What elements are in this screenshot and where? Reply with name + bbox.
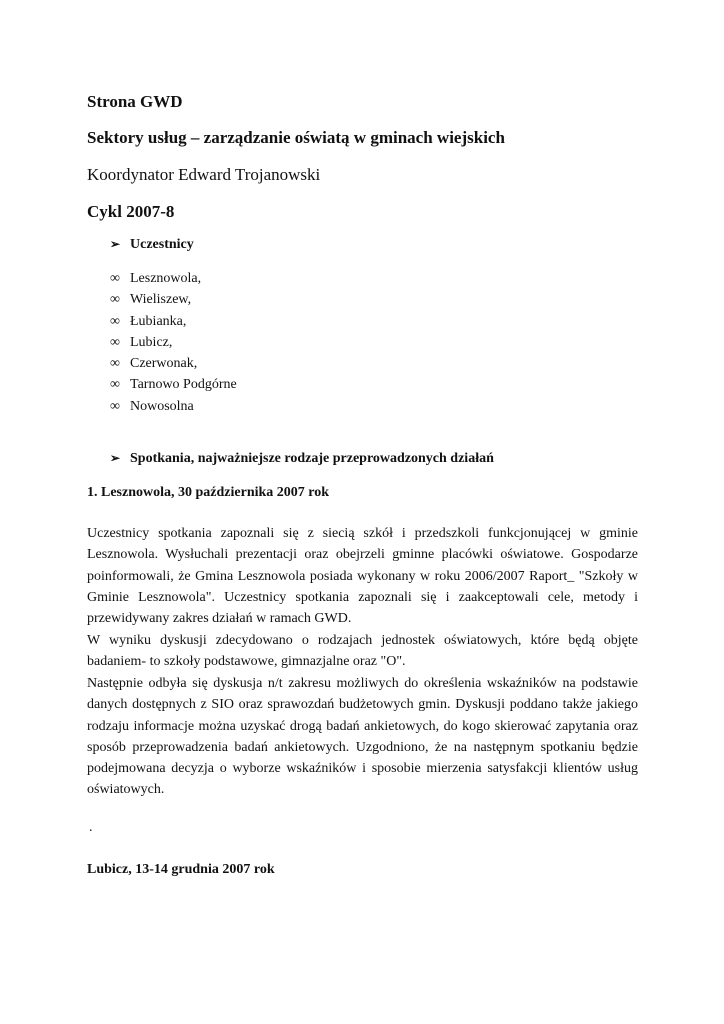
list-item-label: Nowosolna [130,398,194,414]
infinity-bullet-icon: ∞ [110,377,120,393]
list-item [110,396,237,417]
arrow-bullet-icon: ➢ [110,451,121,465]
cycle-heading: Cykl 2007-8 [87,202,175,221]
document-subtitle: Sektory usług – zarządzanie oświatą w gminach wiejskich [87,128,505,147]
list-item [110,353,237,374]
meeting-1-title: 1. Lesznowola, 30 października 2007 rok [87,485,330,500]
meeting-2-title: Lubicz, 13-14 grudnia 2007 rok [87,862,275,877]
meeting-1-paragraph-2: W wyniku dyskusji zdecydowano o rodzajach jednostek oświatowych, które będą objęte badaniem- to szkoły podstawowe, gimnazjalne oraz "O". [87,633,638,670]
list-item [110,268,237,289]
meeting-1-paragraph-1: Uczestnicy spotkania zapoznali się z siecią szkół i przedszkoli funkcjonującej w gminie Lesznowola. Wysłuchali prezentacji oraz obejrzeli gminne placówki oświatowe. Gospodarze poinformowali, że Gmina Lesznowola posiada wykonany w roku 2006/2007 Raport_ "Szkoły w Gminie Lesznowola". Uczestnicy spotkania zapoznali się i zaakceptowali cele, metody i przewidywany zakres działań w ramach GWD. [87,526,638,627]
list-item [110,289,237,310]
list-item-label: Wieliszew, [130,292,192,308]
meeting-1-paragraph-3: Następnie odbyła się dyskusja n/t zakresu możliwych do określenia wskaźników na podstawie danych dostępnych z SIO oraz sprawozdań budżetowych gmin. Dyskusji poddano także jakiego rodzaju informacje można uzyskać drogą badań ankietowych, do kogo skierować zapytania oraz sposób przeprowadzenia badań ankietowych. Uzgodniono, że na następnym spotkaniu będzie podejmowana decyzja o wyborze wskaźników i sposobie mierzenia satysfakcji klientów usług oświatowych. [87,676,638,798]
meetings-heading [110,451,494,467]
arrow-bullet-icon: ➢ [110,237,121,251]
list-item-label: Lubicz, [130,334,173,350]
participants-list [110,268,237,417]
infinity-bullet-icon: ∞ [110,292,120,308]
infinity-bullet-icon: ∞ [110,356,120,372]
participants-heading-label: Uczestnicy [130,237,194,252]
participants-heading [110,237,194,253]
infinity-bullet-icon: ∞ [110,334,120,350]
list-item-label: Lesznowola, [130,271,202,286]
infinity-bullet-icon: ∞ [110,313,120,329]
list-item [110,374,237,395]
page-title: Strona GWD [87,92,183,111]
infinity-bullet-icon: ∞ [110,271,120,286]
separator-dot: . [89,820,93,835]
meetings-heading-label: Spotkania, najważniejsze rodzaje przeprowadzonych działań [130,451,494,466]
infinity-bullet-icon: ∞ [110,398,120,414]
list-item [110,332,237,353]
list-item-label: Czerwonak, [130,356,198,372]
list-item [110,311,237,332]
coordinator-line: Koordynator Edward Trojanowski [87,165,321,184]
list-item-label: Tarnowo Podgórne [130,377,237,393]
list-item-label: Łubianka, [130,313,187,329]
